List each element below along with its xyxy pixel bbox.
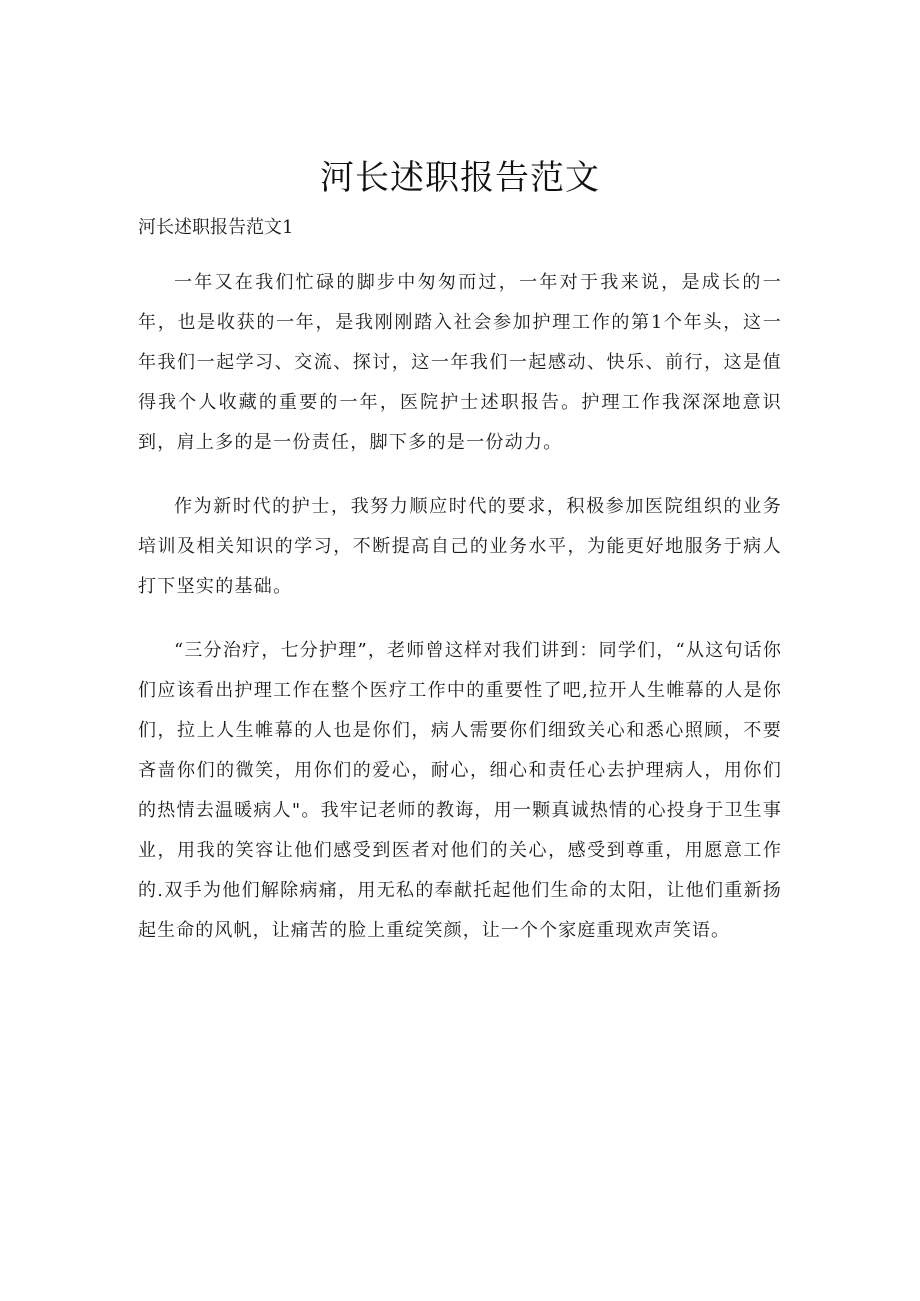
- paragraph-3: “三分治疗，七分护理”，老师曾这样对我们讲到：同学们，“从这句话你们应该看出护理工作在整个医疗工作中的重要性了吧,拉开人生帷幕的人是你们，拉上人生帷幕的人也是你们，病人需要你们细致关心和悉心照顾，不要吝啬你们的微笑，用你们的爱心，耐心，细心和责任心去护理病人，用你们的热情去温暖病人"。我牢记老师的教诲，用一颗真诚热情的心投身于卫生事业，用我的笑容让他们感受到医者对他们的关心，感受到尊重，用愿意工作的.双手为他们解除病痛，用无私的奉献托起他们生命的太阳，让他们重新扬起生命的风帆，让痛苦的脸上重绽笑颜，让一个个家庭重现欢声笑语。: [138, 640, 782, 941]
- paragraph-2: 作为新时代的护士，我努力顺应时代的要求，积极参加医院组织的业务培训及相关知识的学习，不断提高自己的业务水平，为能更好地服务于病人打下坚实的基础。: [138, 496, 782, 597]
- paragraph-1: 一年又在我们忙碌的脚步中匆匆而过，一年对于我来说，是成长的一年，也是收获的一年，是我刚刚踏入社会参加护理工作的第1个年头，这一年我们一起学习、交流、探讨，这一年我们一起感动、快乐、前行，这是值得我个人收藏的重要的一年，医院护士述职报告。护理工作我深深地意识到，肩上多的是一份责任，脚下多的是一份动力。: [138, 272, 782, 453]
- document-title: 河长述职报告范文: [320, 158, 600, 198]
- document-body: [138, 263, 782, 975]
- document-subtitle: 河长述职报告范文1: [138, 217, 294, 238]
